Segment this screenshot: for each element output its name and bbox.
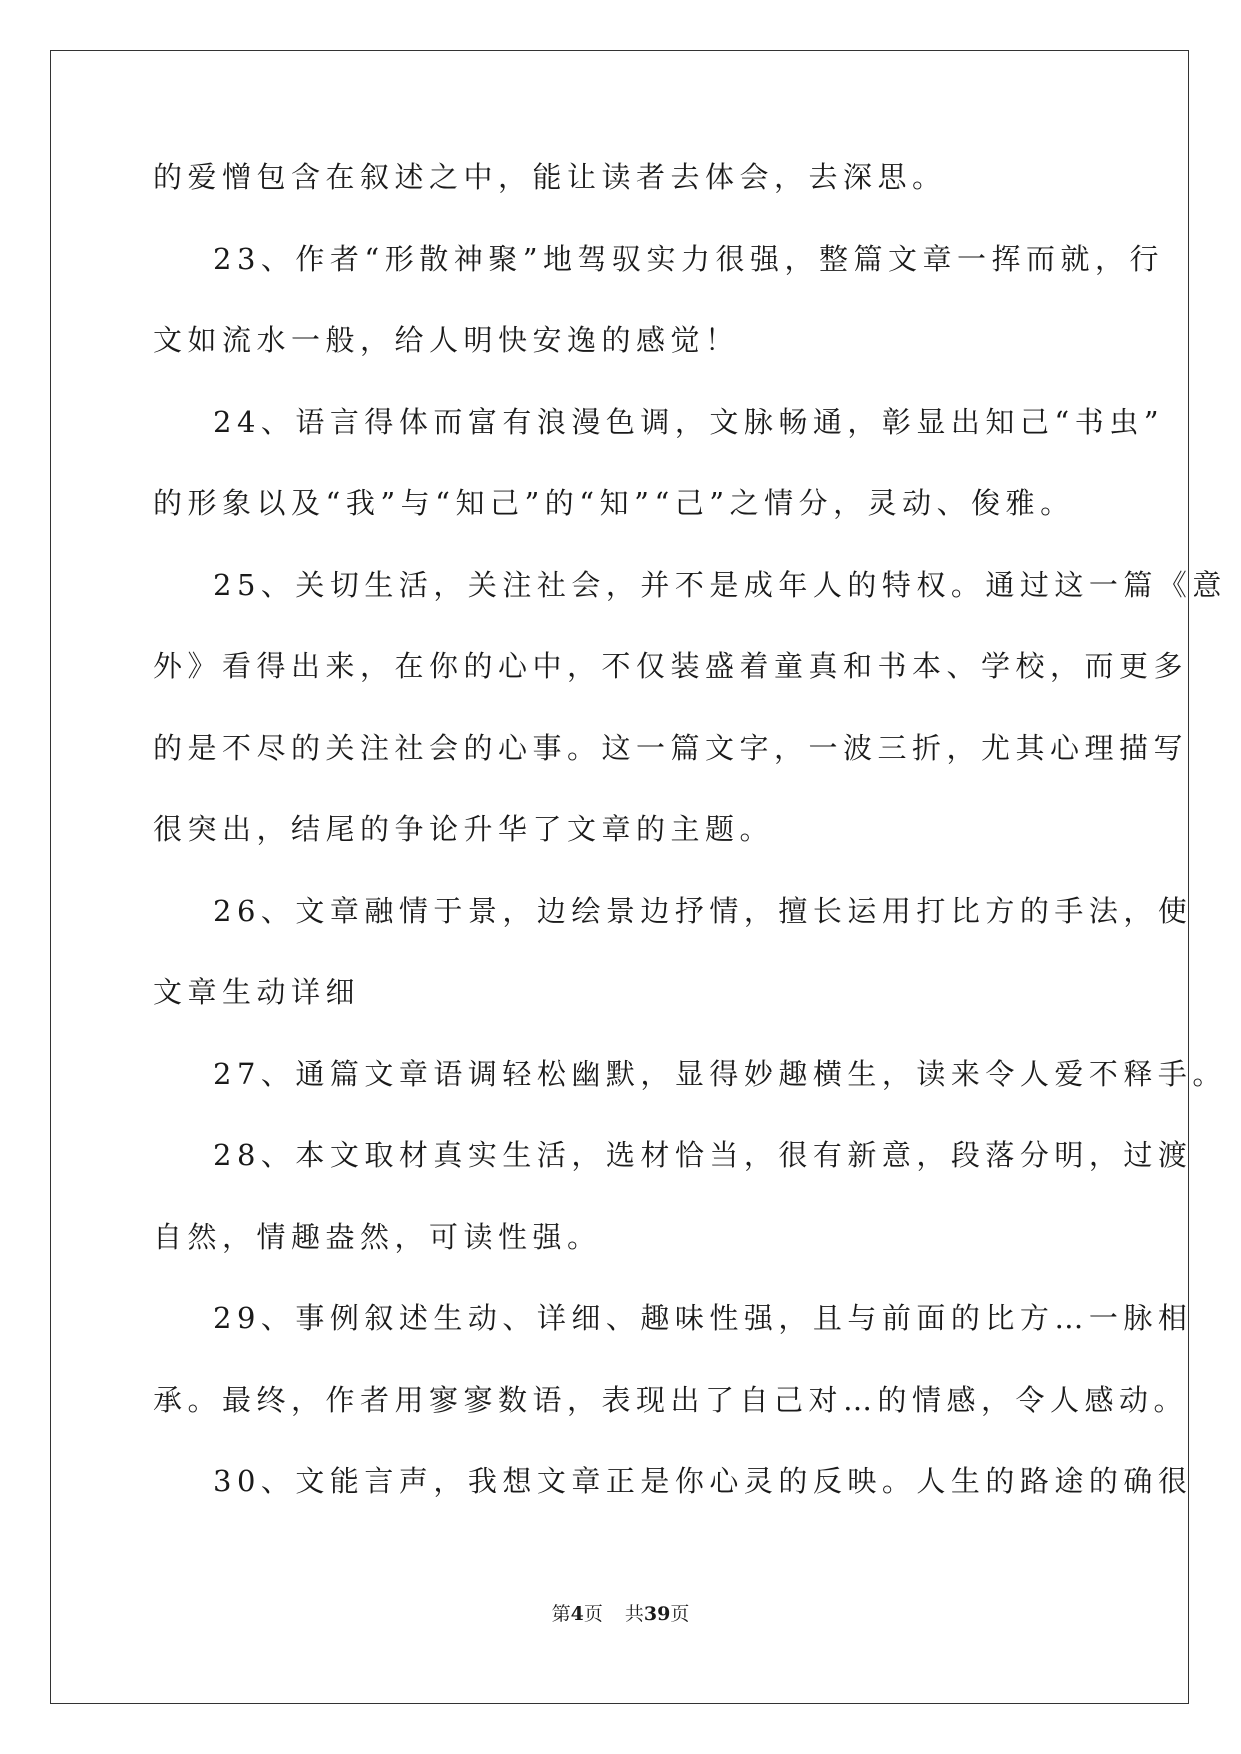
- page-suffix: 页: [583, 1603, 603, 1625]
- document-body: [153, 160, 1227, 1546]
- page-number: 4: [570, 1603, 584, 1625]
- text-line: 外》看得出来，在你的心中，不仅装盛着童真和书本、学校，而更多: [153, 649, 1189, 683]
- text-line: 的形象以及“我”与“知己”的“知”“己”之情分，灵动、俊雅。: [153, 486, 1075, 520]
- paragraph-24-line-1: 24、语言得体而富有浪漫色调，文脉畅通，彰显出知己“书虫”: [213, 404, 1165, 439]
- total-pages: 39: [643, 1603, 671, 1625]
- paragraph-28-line-1: 28、本文取材真实生活，选材恰当，很有新意，段落分明，过渡: [213, 1138, 1193, 1172]
- total-prefix: 共: [624, 1603, 644, 1625]
- text-line: 很突出，结尾的争论升华了文章的主题。: [153, 812, 775, 846]
- page-prefix: 第: [551, 1603, 571, 1625]
- paragraph-26-line-1: 26、文章融情于景，边绘景边抒情，擅长运用打比方的手法，使: [213, 893, 1193, 928]
- text-line: 的爱憎包含在叙述之中，能让读者去体会，去深思。: [153, 160, 947, 194]
- text-line: 文如流水一般，给人明快安逸的感觉！: [153, 323, 740, 357]
- page-footer: [0, 1602, 1241, 1626]
- text-line: 承。最终，作者用寥寥数语，表现出了自己对…的情感，令人感动。: [153, 1382, 1189, 1417]
- total-suffix: 页: [670, 1603, 690, 1625]
- paragraph-25-line-1: 25、关切生活，关注社会，并不是成年人的特权。通过这一篇《意: [213, 567, 1227, 602]
- text-line: 文章生动详细: [153, 975, 361, 1009]
- paragraph-30-line-1: 30、文能言声，我想文章正是你心灵的反映。人生的路途的确很: [213, 1464, 1193, 1498]
- paragraph-27-line-1: 27、通篇文章语调轻松幽默，显得妙趣横生，读来令人爱不释手。: [213, 1056, 1227, 1091]
- text-line: 自然，情趣盎然，可读性强。: [153, 1219, 602, 1254]
- paragraph-29-line-1: 29、事例叙述生动、详细、趣味性强，且与前面的比方…一脉相: [213, 1301, 1193, 1335]
- text-line: 的是不尽的关注社会的心事。这一篇文字，一波三折，尤其心理描写: [153, 730, 1189, 765]
- paragraph-23-line-1: 23、作者“形散神聚”地驾驭实力很强，整篇文章一挥而就，行: [213, 241, 1165, 276]
